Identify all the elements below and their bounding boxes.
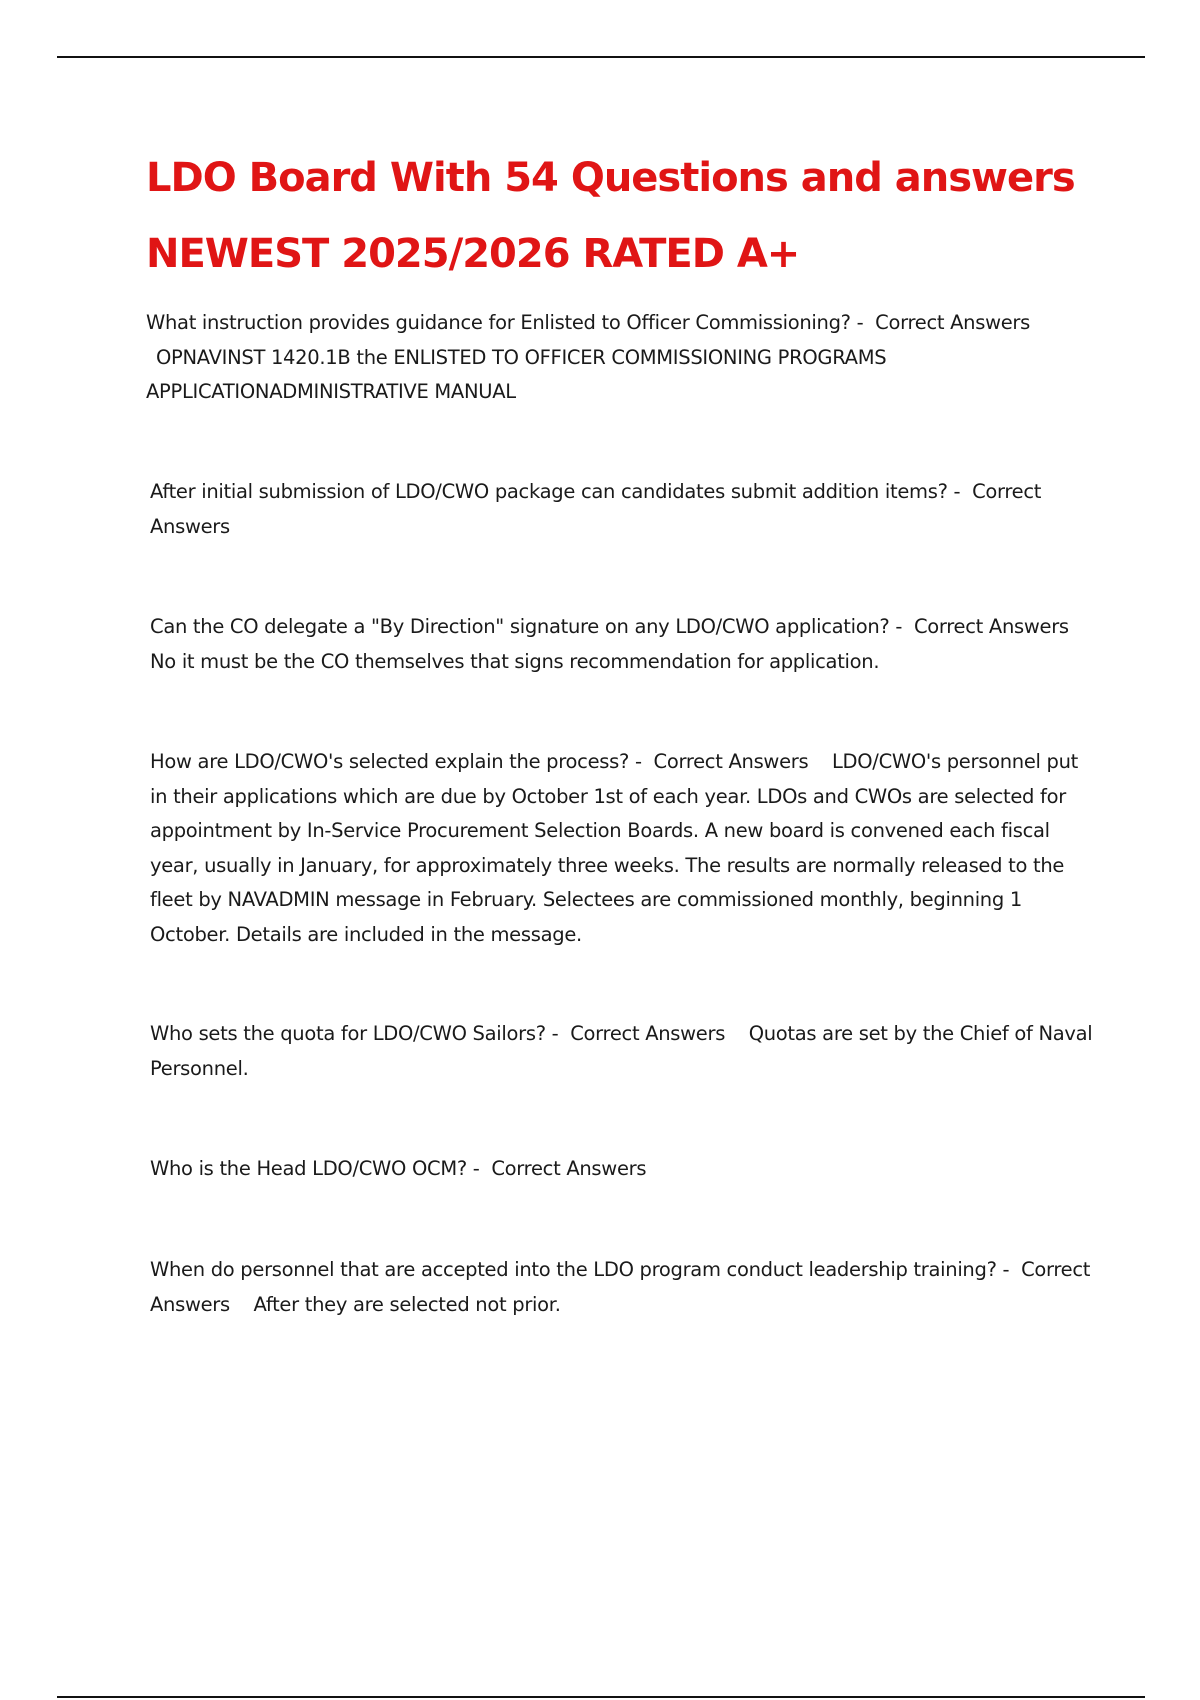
qa-answer: No it must be the CO themselves that signs recommendation for application. bbox=[150, 649, 880, 673]
qa-item bbox=[150, 1253, 1100, 1322]
qa-item bbox=[150, 610, 1100, 679]
qa-answer: After they are selected not prior. bbox=[253, 1292, 561, 1316]
top-rule bbox=[57, 56, 1145, 58]
bottom-rule bbox=[57, 1696, 1145, 1698]
qa-answer-label: Correct Answers bbox=[150, 480, 1048, 538]
qa-question: Can the CO delegate a "By Direction" signature on any LDO/CWO application? - bbox=[150, 615, 903, 638]
qa-question: Who is the Head LDO/CWO OCM? - bbox=[150, 1157, 480, 1180]
qa-item bbox=[150, 1152, 1100, 1187]
qa-answer-label: Correct Answers bbox=[150, 1258, 1097, 1316]
qa-question: Who sets the quota for LDO/CWO Sailors? - bbox=[150, 1022, 559, 1045]
document-title bbox=[146, 140, 1136, 292]
qa-question: After initial submission of LDO/CWO package can candidates submit addition items? - bbox=[150, 480, 961, 503]
qa-question: When do personnel that are accepted into the LDO program conduct leadership training? - bbox=[150, 1258, 1010, 1281]
qa-answer-label: Correct Answers bbox=[913, 615, 1069, 638]
qa-answer-label: Correct Answers bbox=[653, 750, 809, 773]
qa-answer: Quotas are set by the Chief of Naval Personnel. bbox=[150, 1022, 1099, 1080]
qa-answer-label: Correct Answers bbox=[570, 1022, 726, 1045]
qa-answer: LDO/CWO's personnel put in their applications which are due by October 1st of each year. LDOs and CWOs are selected for appointment by In-Service Procurement Selection Boards. A new board is convened each fiscal year, usually in January, for approximately three weeks. The results are normally released to the fleet by NAVADMIN message in February. Selectees are commissioned monthly, beginning 1 October. Details are included in the message. bbox=[150, 750, 1084, 946]
qa-answer-label: Correct Answers bbox=[491, 1157, 647, 1180]
qa-item bbox=[150, 1017, 1100, 1086]
qa-question: What instruction provides guidance for Enlisted to Officer Commissioning? - bbox=[146, 311, 864, 334]
qa-item bbox=[150, 745, 1100, 952]
qa-item bbox=[150, 475, 1100, 544]
title-line-1: LDO Board With 54 Questions and answers bbox=[146, 155, 1075, 201]
qa-answer: OPNAVINST 1420.1B the ENLISTED TO OFFICER COMMISSIONING PROGRAMS APPLICATIONADMINISTRATIVE MANUAL bbox=[146, 345, 893, 403]
qa-item bbox=[146, 306, 1096, 410]
qa-answer-label: Correct Answers bbox=[875, 311, 1031, 334]
qa-question: How are LDO/CWO's selected explain the process? - bbox=[150, 750, 642, 773]
title-line-2: NEWEST 2025/2026 RATED A+ bbox=[146, 231, 800, 277]
